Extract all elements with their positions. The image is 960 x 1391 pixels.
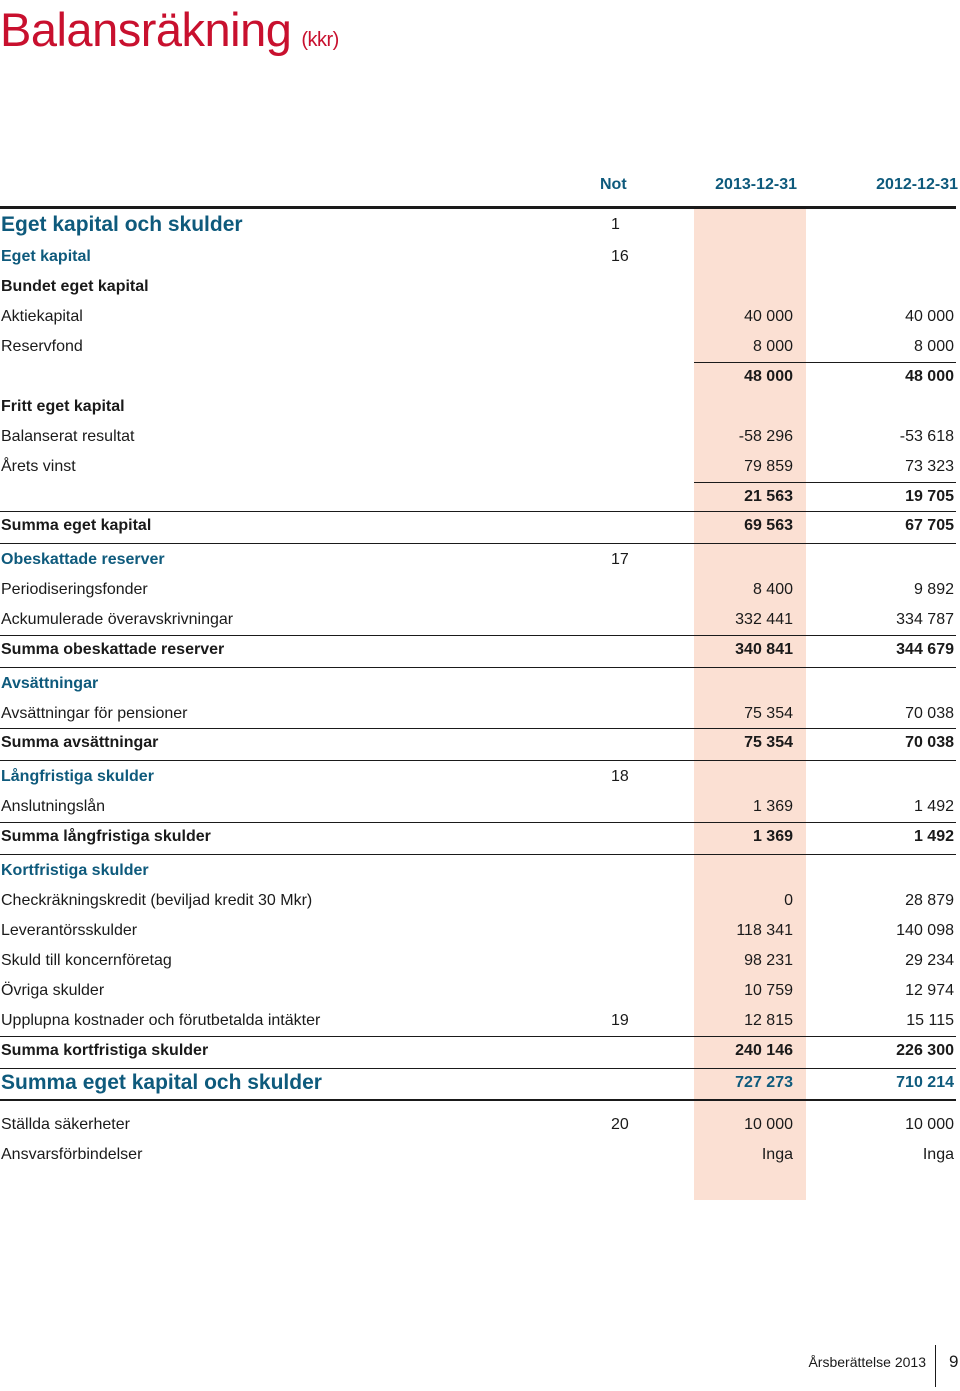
row-note: 16 bbox=[611, 248, 629, 265]
row-value-2013: -58 296 bbox=[738, 428, 793, 445]
row-label: Ackumulerade överavskrivningar bbox=[1, 611, 234, 628]
row-label: Summa obeskattade reserver bbox=[1, 641, 225, 658]
row-value-2013: 727 273 bbox=[735, 1074, 793, 1091]
row-label: Obeskattade reserver bbox=[1, 551, 165, 568]
table-row bbox=[0, 856, 956, 886]
row-label: Summa eget kapital bbox=[1, 517, 152, 534]
header-col-2012: 2012-12-31 bbox=[876, 176, 958, 193]
table-row bbox=[0, 916, 956, 946]
row-label: Summa avsättningar bbox=[1, 734, 159, 751]
table-row bbox=[0, 946, 956, 976]
footer-separator bbox=[935, 1345, 936, 1387]
row-value-2012: 334 787 bbox=[896, 611, 954, 628]
page-title bbox=[0, 2, 339, 57]
row-value-2012: 73 323 bbox=[905, 458, 954, 475]
row-value-2012: 70 038 bbox=[905, 705, 954, 722]
row-value-2012: 710 214 bbox=[896, 1074, 954, 1091]
table-row bbox=[0, 511, 956, 541]
row-value-2013: 48 000 bbox=[744, 368, 793, 385]
row-label: Bundet eget kapital bbox=[1, 278, 149, 295]
row-value-2013: 75 354 bbox=[744, 734, 793, 751]
row-label: Aktiekapital bbox=[1, 308, 83, 325]
row-rule bbox=[0, 667, 956, 668]
row-value-2012: 70 038 bbox=[905, 734, 954, 751]
row-value-2013: 79 859 bbox=[744, 458, 793, 475]
table-row bbox=[0, 210, 956, 240]
row-value-2012: Inga bbox=[922, 1146, 954, 1163]
table-row bbox=[0, 362, 956, 392]
row-value-2012: 40 000 bbox=[905, 308, 954, 325]
row-note: 18 bbox=[611, 768, 629, 785]
row-value-2012: 15 115 bbox=[906, 1012, 954, 1029]
title-text: Balansräkning bbox=[0, 3, 292, 56]
row-label: Övriga skulder bbox=[1, 982, 105, 999]
table-row bbox=[0, 728, 956, 758]
table-row bbox=[0, 1006, 956, 1036]
row-value-2013: 21 563 bbox=[744, 488, 793, 505]
footer-report: Årsberättelse 2013 bbox=[808, 1354, 926, 1370]
row-value-2013: Inga bbox=[761, 1146, 793, 1163]
row-value-2012: 67 705 bbox=[905, 517, 954, 534]
table-row bbox=[0, 1068, 956, 1098]
row-value-2013: 0 bbox=[784, 892, 793, 909]
row-label: Avsättningar bbox=[1, 675, 99, 692]
row-value-2013: 1 369 bbox=[752, 828, 793, 845]
table-row bbox=[0, 762, 956, 792]
table-row bbox=[0, 452, 956, 482]
row-value-2013: 1 369 bbox=[752, 798, 793, 815]
row-rule bbox=[0, 760, 956, 761]
row-value-2012: -53 618 bbox=[899, 428, 954, 445]
table-row bbox=[0, 976, 956, 1006]
table-row bbox=[0, 272, 956, 302]
row-value-2012: 48 000 bbox=[905, 368, 954, 385]
row-label: Reservfond bbox=[1, 338, 83, 355]
table-row bbox=[0, 1110, 956, 1140]
row-label: Långfristiga skulder bbox=[1, 768, 154, 785]
table-row bbox=[0, 1036, 956, 1066]
table-row bbox=[0, 822, 956, 852]
table-row bbox=[0, 332, 956, 362]
row-value-2012: 9 892 bbox=[913, 581, 954, 598]
table-row bbox=[0, 699, 956, 729]
table-row bbox=[0, 422, 956, 452]
table-row bbox=[0, 886, 956, 916]
row-value-2013: 10 000 bbox=[744, 1116, 793, 1133]
row-label: Upplupna kostnader och förutbetalda intäkter bbox=[1, 1012, 321, 1029]
row-value-2013: 240 146 bbox=[735, 1042, 793, 1059]
row-label: Summa eget kapital och skulder bbox=[1, 1071, 322, 1094]
row-label: Avsättningar för pensioner bbox=[1, 705, 188, 722]
row-label: Balanserat resultat bbox=[1, 428, 135, 445]
table-row bbox=[0, 302, 956, 332]
row-value-2013: 8 000 bbox=[752, 338, 793, 355]
row-label: Kortfristiga skulder bbox=[1, 862, 149, 879]
table-row bbox=[0, 635, 956, 665]
row-value-2013: 8 400 bbox=[752, 581, 793, 598]
row-label: Summa långfristiga skulder bbox=[1, 828, 211, 845]
table-row bbox=[0, 1140, 956, 1170]
row-label: Eget kapital och skulder bbox=[1, 213, 243, 236]
row-note: 17 bbox=[611, 551, 629, 568]
row-value-2013: 40 000 bbox=[744, 308, 793, 325]
row-label: Årets vinst bbox=[1, 458, 76, 475]
row-value-2012: 28 879 bbox=[905, 892, 954, 909]
table-row bbox=[0, 792, 956, 822]
table-row bbox=[0, 545, 956, 575]
row-value-2013: 340 841 bbox=[735, 641, 793, 658]
row-label: Summa kortfristiga skulder bbox=[1, 1042, 209, 1059]
table-row bbox=[0, 669, 956, 699]
row-note: 20 bbox=[611, 1116, 629, 1133]
row-value-2013: 118 341 bbox=[736, 922, 793, 939]
row-rule bbox=[0, 543, 956, 544]
row-value-2012: 344 679 bbox=[896, 641, 954, 658]
row-note: 1 bbox=[611, 216, 620, 233]
table-row bbox=[0, 575, 956, 605]
row-note: 19 bbox=[611, 1012, 629, 1029]
row-value-2012: 19 705 bbox=[905, 488, 954, 505]
row-value-2012: 1 492 bbox=[913, 798, 954, 815]
row-label: Fritt eget kapital bbox=[1, 398, 125, 415]
page-number: 9 bbox=[949, 1352, 959, 1371]
row-label: Anslutningslån bbox=[1, 798, 106, 815]
row-rule bbox=[0, 854, 956, 855]
header-rule bbox=[0, 206, 956, 209]
row-label: Ansvarsförbindelser bbox=[1, 1146, 143, 1163]
row-label: Checkräkningskredit (beviljad kredit 30 Mkr) bbox=[1, 892, 313, 909]
row-value-2013: 98 231 bbox=[744, 952, 793, 969]
row-label: Eget kapital bbox=[1, 248, 91, 265]
row-value-2013: 10 759 bbox=[744, 982, 793, 999]
row-value-2012: 140 098 bbox=[896, 922, 954, 939]
row-label: Leverantörsskulder bbox=[1, 922, 138, 939]
table-row bbox=[0, 482, 956, 512]
row-value-2012: 8 000 bbox=[913, 338, 954, 355]
header-not: Not bbox=[600, 176, 627, 193]
row-value-2013: 75 354 bbox=[744, 705, 793, 722]
row-value-2013: 332 441 bbox=[735, 611, 793, 628]
row-value-2012: 226 300 bbox=[896, 1042, 954, 1059]
row-value-2012: 12 974 bbox=[905, 982, 954, 999]
table-row bbox=[0, 392, 956, 422]
table-row bbox=[0, 605, 956, 635]
row-value-2012: 1 492 bbox=[913, 828, 954, 845]
row-value-2012: 29 234 bbox=[905, 952, 954, 969]
table-row bbox=[0, 242, 956, 272]
row-label: Periodiseringsfonder bbox=[1, 581, 148, 598]
title-unit: (kkr) bbox=[301, 29, 339, 51]
header-col-2013: 2013-12-31 bbox=[715, 176, 797, 193]
row-rule bbox=[0, 1099, 956, 1101]
row-label: Ställda säkerheter bbox=[1, 1116, 130, 1133]
row-label: Skuld till koncernföretag bbox=[1, 952, 172, 969]
row-value-2012: 10 000 bbox=[905, 1116, 954, 1133]
row-value-2013: 69 563 bbox=[744, 517, 793, 534]
row-value-2013: 12 815 bbox=[744, 1012, 793, 1029]
